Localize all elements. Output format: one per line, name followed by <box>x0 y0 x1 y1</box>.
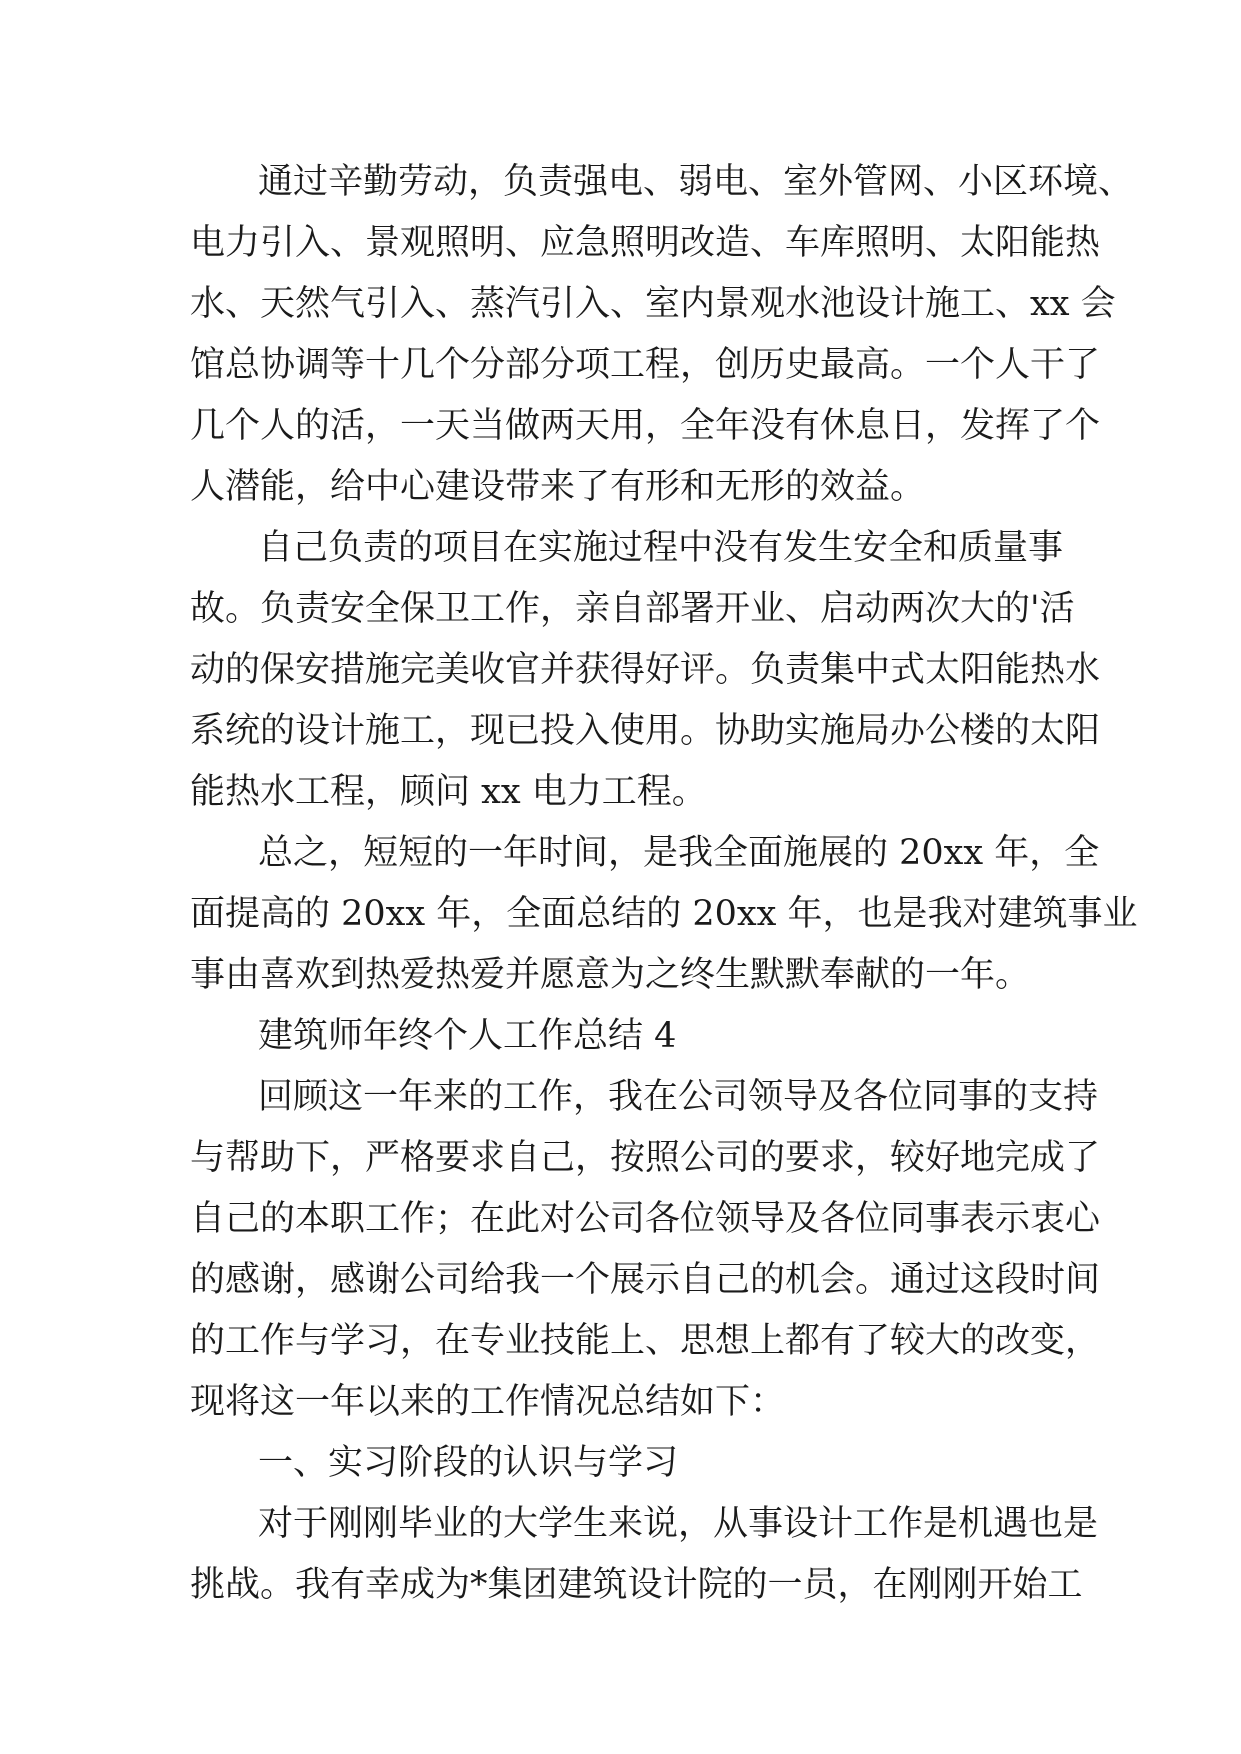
text-line: 几个人的活，一天当做两天用，全年没有休息日，发挥了个 <box>190 406 1101 446</box>
section-heading <box>190 1006 1050 1067</box>
text-line: 事由喜欢到热爱热爱并愿意为之终生默默奉献的一年。 <box>190 955 1031 995</box>
document-body <box>190 152 1138 1616</box>
text-line: 动的保安措施完美收官并获得好评。负责集中式太阳能热水 <box>190 650 1101 690</box>
text-line: 系统的设计施工，现已投入使用。协助实施局办公楼的太阳 <box>190 711 1101 751</box>
text-line: 挑战。我有幸成为*集团建筑设计院的一员，在刚刚开始工 <box>190 1565 1083 1605</box>
text-line: 对于刚刚毕业的大学生来说，从事设计工作是机遇也是 <box>258 1504 1099 1544</box>
text-line: 面提高的 20xx 年，全面总结的 20xx 年，也是我对建筑事业 <box>190 894 1138 934</box>
text-line: 通过辛勤劳动，负责强电、弱电、室外管网、小区环境、 <box>258 162 1134 202</box>
text-line: 回顾这一年来的工作，我在公司领导及各位同事的支持 <box>258 1077 1099 1117</box>
text-line: 总之，短短的一年时间，是我全面施展的 20xx 年，全 <box>258 833 1100 873</box>
heading-text: 一、实习阶段的认识与学习 <box>258 1443 679 1483</box>
text-line: 的工作与学习，在专业技能上、思想上都有了较大的改变， <box>190 1321 1101 1361</box>
paragraph <box>190 518 1101 823</box>
paragraph <box>190 1494 1099 1616</box>
paragraph <box>190 823 1138 1006</box>
text-line: 的感谢，感谢公司给我一个展示自己的机会。通过这段时间 <box>190 1260 1101 1300</box>
text-line: 水、天然气引入、蒸汽引入、室内景观水池设计施工、xx 会 <box>190 284 1116 324</box>
text-line: 能热水工程，顾问 xx 电力工程。 <box>190 772 707 812</box>
text-line: 馆总协调等十几个分部分项工程，创历史最高。一个人干了 <box>190 345 1101 385</box>
text-line: 人潜能，给中心建设带来了有形和无形的效益。 <box>190 467 926 507</box>
text-line: 故。负责安全保卫工作，亲自部署开业、启动两次大的'活 <box>190 589 1075 629</box>
text-line: 现将这一年以来的工作情况总结如下： <box>190 1382 786 1422</box>
text-line: 电力引入、景观照明、应急照明改造、车库照明、太阳能热 <box>190 223 1101 263</box>
section-heading <box>190 1433 1050 1494</box>
heading-text: 建筑师年终个人工作总结 4 <box>258 1016 677 1056</box>
text-line: 自己负责的项目在实施过程中没有发生安全和质量事 <box>258 528 1064 568</box>
text-line: 与帮助下，严格要求自己，按照公司的要求，较好地完成了 <box>190 1138 1101 1178</box>
text-line: 自己的本职工作；在此对公司各位领导及各位同事表示衷心 <box>190 1199 1101 1239</box>
paragraph <box>190 152 1134 518</box>
paragraph <box>190 1067 1101 1433</box>
